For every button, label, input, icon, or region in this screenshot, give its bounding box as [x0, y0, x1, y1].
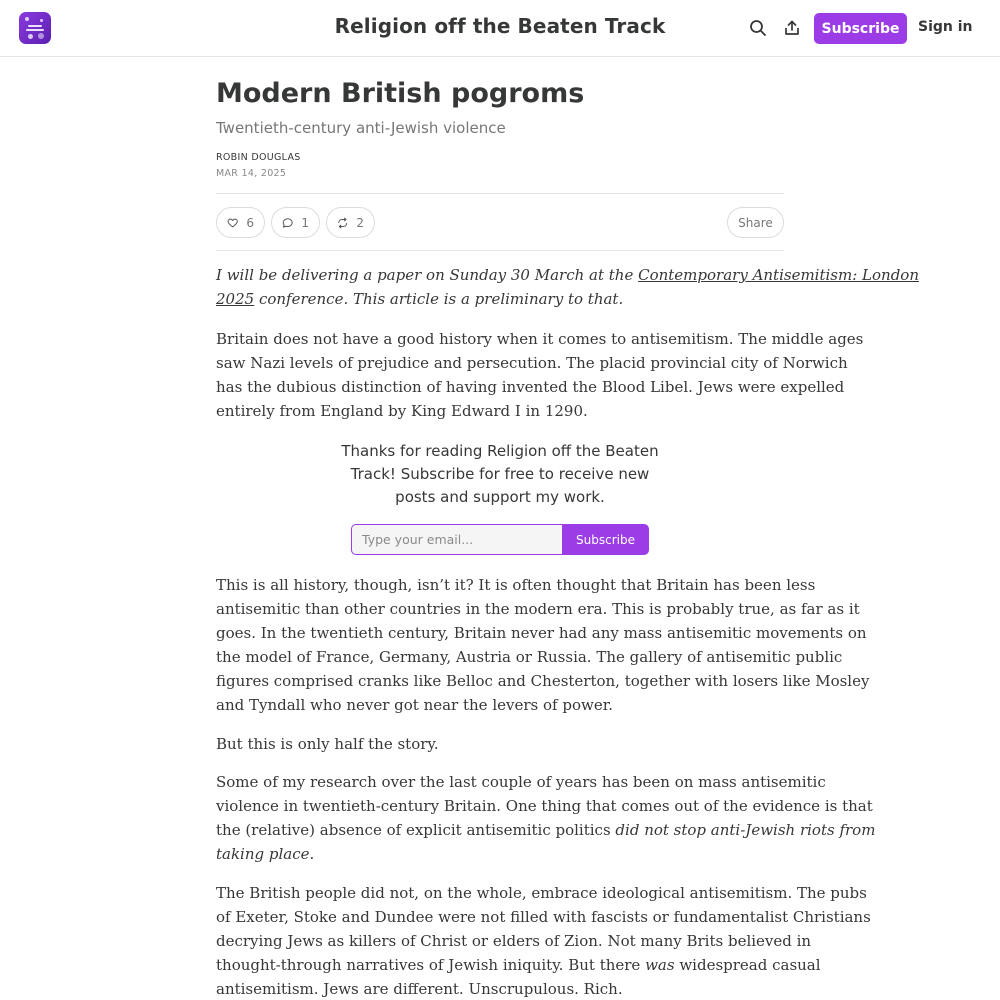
conference-link-cont[interactable]: 2025 — [216, 290, 255, 308]
subscribe-prompt-line: posts and support my work. — [395, 488, 605, 506]
comment-count: 1 — [301, 215, 309, 230]
text-line: has the dubious distinction of having invented the Blood Libel. Jews were expelled — [216, 378, 845, 396]
divider-top — [216, 193, 784, 194]
text-line: This is all history, though, isn’t it? It is often thought that Britain has been less — [216, 576, 816, 594]
restack-icon — [337, 215, 348, 231]
text-line: violence in twentieth-century Britain. One thing that comes out of the evidence is that — [216, 797, 873, 815]
emphasis-text: was — [645, 956, 675, 974]
intro-text: conference. This article is a preliminary to that. — [254, 290, 624, 308]
paragraph-5 — [216, 881, 871, 1000]
post-date: MAR 14, 2025 — [216, 168, 287, 179]
intro-text: I will be delivering a paper on Sunday 30 March at the — [216, 266, 639, 284]
share-button[interactable] — [727, 207, 784, 238]
subscribe-prompt — [340, 440, 660, 509]
share-top-button[interactable] — [780, 16, 804, 40]
emphasis-text: taking place — [216, 845, 310, 863]
like-button[interactable] — [216, 207, 265, 238]
text-segment: thought-through narratives of Jewish iniquity. But there — [216, 956, 646, 974]
share-icon — [783, 19, 801, 37]
comment-button[interactable] — [271, 207, 320, 238]
subscribe-prompt-line: Track! Subscribe for free to receive new — [350, 465, 650, 483]
subscribe-prompt-line: Thanks for reading Religion off the Beaten — [341, 442, 659, 460]
text-line: figures comprised cranks like Belloc and Chesterton, together with losers like Mosley — [216, 672, 870, 690]
paragraph-1 — [216, 327, 864, 423]
text-segment: widespread casual — [674, 956, 821, 974]
text-line: antisemitic than other countries in the modern era. This is probably true, as far as it — [216, 600, 860, 618]
text-line: But this is only half the story. — [216, 735, 439, 753]
text-line: of Exeter, Stoke and Dundee were not filled with fascists or fundamentalist Christians — [216, 908, 871, 926]
restack-count: 2 — [356, 215, 364, 230]
email-input[interactable] — [351, 524, 562, 555]
heart-icon — [227, 215, 238, 231]
text-line: antisemitism. Jews are different. Unscrupulous. Rich. — [216, 980, 623, 998]
paragraph-3 — [216, 732, 784, 756]
text-line: The British people did not, on the whole, embrace ideological antisemitism. The pubs — [216, 884, 867, 902]
conference-link[interactable]: Contemporary Antisemitism: London — [638, 266, 919, 284]
post-title: Modern British pogroms — [216, 78, 585, 109]
text-line: and Tyndall who never got near the levers of power. — [216, 696, 613, 714]
sign-in-link[interactable]: Sign in — [918, 19, 973, 35]
text-segment: the (relative) absence of explicit antisemitic politics — [216, 821, 616, 839]
like-count: 6 — [246, 215, 254, 230]
text-line: goes. In the twentieth century, Britain never had any mass antisemitic movements on — [216, 624, 867, 642]
text-line: Some of my research over the last couple of years has been on mass antisemitic — [216, 773, 826, 791]
text-line: decrying Jews as killers of Christ or elders of Zion. Not many Brits believed in — [216, 932, 812, 950]
share-label: Share — [738, 215, 773, 230]
publication-title[interactable]: Religion off the Beaten Track — [334, 14, 666, 38]
search-button[interactable] — [746, 16, 770, 40]
comment-icon — [282, 215, 293, 231]
top-navigation-bar — [0, 0, 1000, 57]
post-subtitle: Twentieth-century anti-Jewish violence — [216, 119, 506, 137]
emphasis-text: did not stop anti-Jewish riots from — [615, 821, 876, 839]
subscribe-button[interactable]: Subscribe — [814, 13, 907, 44]
text-segment: . — [309, 845, 315, 863]
intro-paragraph — [216, 263, 919, 311]
post-author[interactable]: ROBIN DOUGLAS — [216, 152, 301, 163]
paragraph-2 — [216, 573, 870, 717]
text-line: the model of France, Germany, Austria or Russia. The gallery of antisemitic public — [216, 648, 843, 666]
restack-button[interactable] — [326, 207, 375, 238]
subscribe-form-button[interactable]: Subscribe — [562, 524, 649, 555]
text-line: saw Nazi levels of prejudice and persecution. The placid provincial city of Norwich — [216, 354, 848, 372]
paragraph-4 — [216, 770, 876, 866]
text-line: Britain does not have a good history when it comes to antisemitism. The middle ages — [216, 330, 864, 348]
subscribe-form — [351, 524, 649, 555]
divider-bottom — [216, 250, 784, 251]
text-line: entirely from England by King Edward I in 1290. — [216, 402, 588, 420]
search-icon — [749, 19, 767, 37]
